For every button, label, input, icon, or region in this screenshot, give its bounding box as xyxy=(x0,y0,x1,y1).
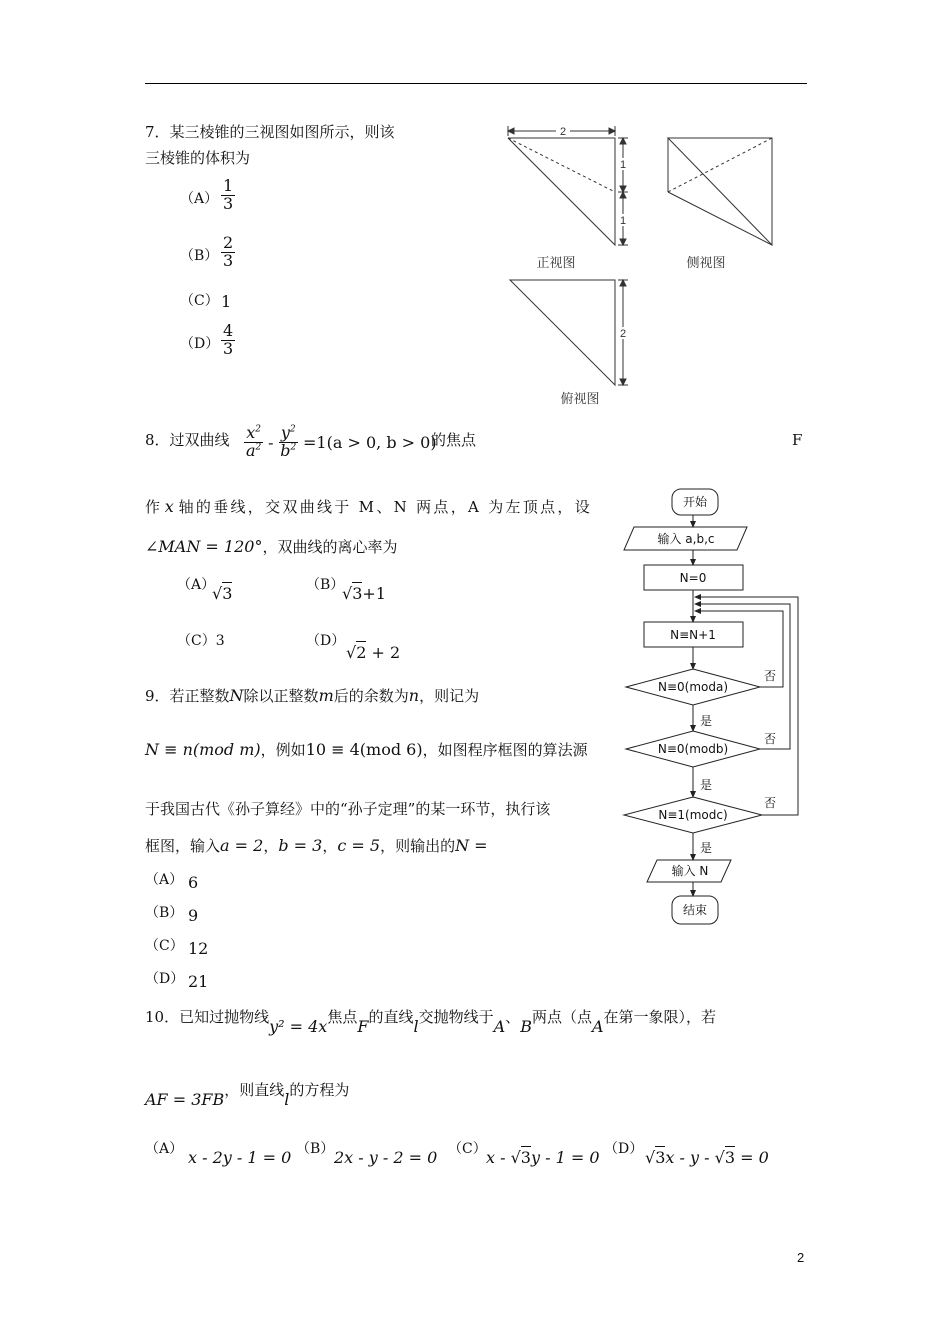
front-dim-right-2: 1 xyxy=(619,215,627,227)
q9-flowchart xyxy=(620,485,810,930)
q7-stem-line1: 7．某三棱锥的三视图如图所示，则该 xyxy=(145,123,395,141)
q9-line3: 于我国古代《孙子算经》中的“孙子定理”的某一环节，执行该 xyxy=(145,800,551,818)
q9-l4-v1: a = 2 xyxy=(220,836,264,855)
q10-option-a: x - 2y - 1 = 0 xyxy=(188,1148,292,1167)
q7-option-c-value: 1 xyxy=(221,292,232,311)
q8-option-b-value: √3+1 xyxy=(342,584,386,603)
q9-l1-n: n xyxy=(408,686,420,705)
q7-d-num: 4 xyxy=(223,321,234,340)
q9-option-c-label: （C） xyxy=(145,938,184,954)
q9-line1 xyxy=(145,686,479,707)
flow-start-text: 开始 xyxy=(682,495,708,509)
q8-b-radicand: 3 xyxy=(352,584,363,603)
q10-l2-b: 的方程为 xyxy=(289,1081,350,1099)
q10-l2-a: ，则直线 xyxy=(224,1081,285,1099)
q10-line2 xyxy=(145,1080,350,1109)
q10-l1-B: B xyxy=(520,1017,532,1036)
q8-line2-x: x xyxy=(164,497,174,516)
q9-l4-sep1: ， xyxy=(263,837,279,855)
q9-l2-eq: N ≡ n(mod m) xyxy=(145,740,261,759)
q8-line3 xyxy=(145,537,397,558)
q9-l4-a: 框图，输入 xyxy=(145,837,221,855)
side-view-label: 侧视图 xyxy=(686,256,726,271)
q9-option-d-value: 21 xyxy=(188,972,209,991)
q9-l2-a: ，例如 xyxy=(260,741,306,759)
flow-no-2: 否 xyxy=(764,732,777,746)
q8-option-a-label: （A） xyxy=(177,577,216,593)
flow-yes-3: 是 xyxy=(700,841,713,855)
q10-l1-l: l xyxy=(413,1017,419,1036)
flow-incr-text: N≡N+1 xyxy=(670,628,716,642)
q7-a-num: 1 xyxy=(223,176,234,195)
q10-option-d-label: （D） xyxy=(604,1141,644,1157)
q10-line1 xyxy=(145,1007,717,1036)
q10-l1-F: F xyxy=(357,1017,369,1036)
q9-line4 xyxy=(145,836,488,857)
top-view xyxy=(510,280,628,385)
q7-three-views-figure xyxy=(500,120,800,420)
q10-l1-a: 10．已知过抛物线 xyxy=(145,1008,270,1026)
q10-l2-eq: AF = 3FB xyxy=(145,1090,225,1109)
q7-option-a-label: （A） xyxy=(180,191,219,207)
flow-no-1: 否 xyxy=(764,669,777,683)
q10-option-b: 2x - y - 2 = 0 xyxy=(334,1148,438,1167)
flow-yes-1: 是 xyxy=(700,714,713,728)
q8-eq-a: a xyxy=(246,440,256,460)
q7-option-b-value xyxy=(221,235,235,270)
q9-option-a-value: 6 xyxy=(188,873,199,892)
q7-option-a-value xyxy=(221,178,235,213)
q10-l2-l: l xyxy=(284,1090,290,1109)
q8-right-f: F xyxy=(792,431,803,449)
q9-l1-a: 9．若正整数 xyxy=(145,687,230,705)
q8-eq-b: b xyxy=(280,440,291,460)
flow-no-3: 否 xyxy=(764,796,777,810)
q10-l1-f: 两点（点 xyxy=(531,1008,592,1026)
q10-c-a: x - xyxy=(486,1148,506,1167)
q9-l4-sep2: ， xyxy=(322,837,338,855)
q7-option-b-label: （B） xyxy=(180,248,219,264)
flow-output-text: 输入 N xyxy=(671,864,709,878)
q10-option-c: x - √3y - 1 = 0 xyxy=(486,1148,600,1167)
q7-option-c-label: （C） xyxy=(180,293,219,309)
q9-line2 xyxy=(145,740,588,761)
q8-suffix: 的焦点 xyxy=(431,431,477,449)
page-number: 2 xyxy=(797,1250,805,1265)
q9-option-c-value: 12 xyxy=(188,939,209,958)
q8-line2-b: 轴的垂线，交双曲线于 M、N 两点，A 为左顶点，设 xyxy=(178,498,593,516)
q8-prefix: 8．过双曲线 xyxy=(145,431,230,449)
q9-l4-v3: c = 5 xyxy=(337,836,381,855)
q8-option-b-label: （B） xyxy=(306,577,345,593)
q9-l4-N: N = xyxy=(455,836,488,855)
header-rule xyxy=(145,83,807,84)
q8-line2-a: 作 xyxy=(145,498,161,516)
q10-l1-g: 在第一象限），若 xyxy=(603,1008,717,1026)
q9-l1-b: 除以正整数 xyxy=(243,687,319,705)
q10-l1-c: 的直线 xyxy=(368,1008,414,1026)
q7-b-den: 3 xyxy=(223,250,234,270)
q8-b-tail: +1 xyxy=(362,584,386,603)
q9-l1-N: N xyxy=(229,686,244,705)
q10-d-a: x - y - xyxy=(665,1148,710,1167)
q9-l1-m: m xyxy=(318,686,334,705)
flow-cond1-text: N≡0(moda) xyxy=(657,680,729,694)
q8-eq-rest: =1(a > 0, b > 0) xyxy=(303,432,437,452)
q10-option-d: √3x - y - √3 = 0 xyxy=(645,1148,769,1167)
q8-eq-y-sup: 2 xyxy=(289,424,296,435)
q7-option-d-label: （D） xyxy=(180,336,220,352)
q10-d-radicand-2: 3 xyxy=(724,1148,735,1167)
q9-option-a-label: （A） xyxy=(145,872,184,888)
flow-init-text: N=0 xyxy=(679,571,707,585)
q8-eq-b-sup: 2 xyxy=(290,442,297,453)
q10-l1-d: 交抛物线于 xyxy=(418,1008,494,1026)
flow-cond2-text: N≡0(modb) xyxy=(657,742,729,756)
q10-option-a-label: （A） xyxy=(145,1141,184,1157)
q10-l1-e: 、 xyxy=(505,1008,521,1026)
q8-d-tail: + 2 xyxy=(371,643,401,662)
q10-option-c-label: （C） xyxy=(448,1141,487,1157)
q9-l2-eq2: 10 ≡ 4(mod 6) xyxy=(305,740,423,759)
q9-l1-c: 后的余数为 xyxy=(333,687,409,705)
q8-hyperbola-equation xyxy=(244,425,437,460)
q10-l1-A: A xyxy=(493,1017,506,1036)
q9-l4-b: ，则输出的 xyxy=(380,837,456,855)
q7-d-den: 3 xyxy=(223,338,234,358)
q8-line2 xyxy=(145,497,592,518)
front-view-label: 正视图 xyxy=(536,256,576,271)
q8-a-radicand: 3 xyxy=(222,584,233,603)
q10-c-b: y - 1 = 0 xyxy=(530,1148,600,1167)
q8-eq-x-sup: 2 xyxy=(255,424,262,435)
flow-cond3-text: N≡1(modc) xyxy=(658,808,728,822)
q8-option-c: （C）3 xyxy=(177,633,225,649)
q7-b-num: 2 xyxy=(223,233,234,252)
front-view xyxy=(508,126,628,245)
front-dim-right-1: 1 xyxy=(619,159,627,171)
q9-l2-b: ，如图程序框图的算法源 xyxy=(422,741,588,759)
q8-eq-a-sup: 2 xyxy=(255,442,262,453)
top-dim-right: 2 xyxy=(619,328,627,340)
q10-c-radicand: 3 xyxy=(520,1148,531,1167)
q10-l1-eq: y² = 4x xyxy=(269,1017,328,1036)
side-view xyxy=(668,138,772,245)
q8-eq-minus: - xyxy=(268,432,274,452)
q8-option-d-value: √2 + 2 xyxy=(346,643,401,662)
q8-eq-y: y xyxy=(280,423,290,442)
q9-option-b-label: （B） xyxy=(145,905,184,921)
q8-d-radicand: 2 xyxy=(356,643,367,662)
q7-stem-line2: 三棱锥的体积为 xyxy=(145,149,251,167)
front-dim-top: 2 xyxy=(559,126,567,138)
q7-a-den: 3 xyxy=(223,193,234,213)
top-view-label: 俯视图 xyxy=(560,392,600,407)
q9-l1-d: ，则记为 xyxy=(419,687,480,705)
flow-yes-2: 是 xyxy=(700,778,713,792)
q8-line3-text: ，双曲线的离心率为 xyxy=(262,538,398,556)
flow-end-text: 结束 xyxy=(682,903,708,917)
q10-l1-A2: A xyxy=(591,1017,604,1036)
q10-option-b-label: （B） xyxy=(296,1141,335,1157)
q9-l4-v2: b = 3 xyxy=(278,836,323,855)
q9-option-d-label: （D） xyxy=(145,971,185,987)
q9-option-b-value: 9 xyxy=(188,906,199,925)
q10-l1-b: 焦点 xyxy=(327,1008,358,1026)
q8-option-d-label: （D） xyxy=(306,633,346,649)
flow-input-text: 输入 a,b,c xyxy=(657,532,715,546)
q8-angle: ∠MAN = 120° xyxy=(145,537,263,556)
q10-d-b: = 0 xyxy=(740,1148,769,1167)
q8-eq-x: x xyxy=(246,423,256,442)
q8-option-a-value: √3 xyxy=(212,584,233,603)
q7-option-d-value xyxy=(221,323,235,358)
q10-d-radicand-1: 3 xyxy=(655,1148,666,1167)
